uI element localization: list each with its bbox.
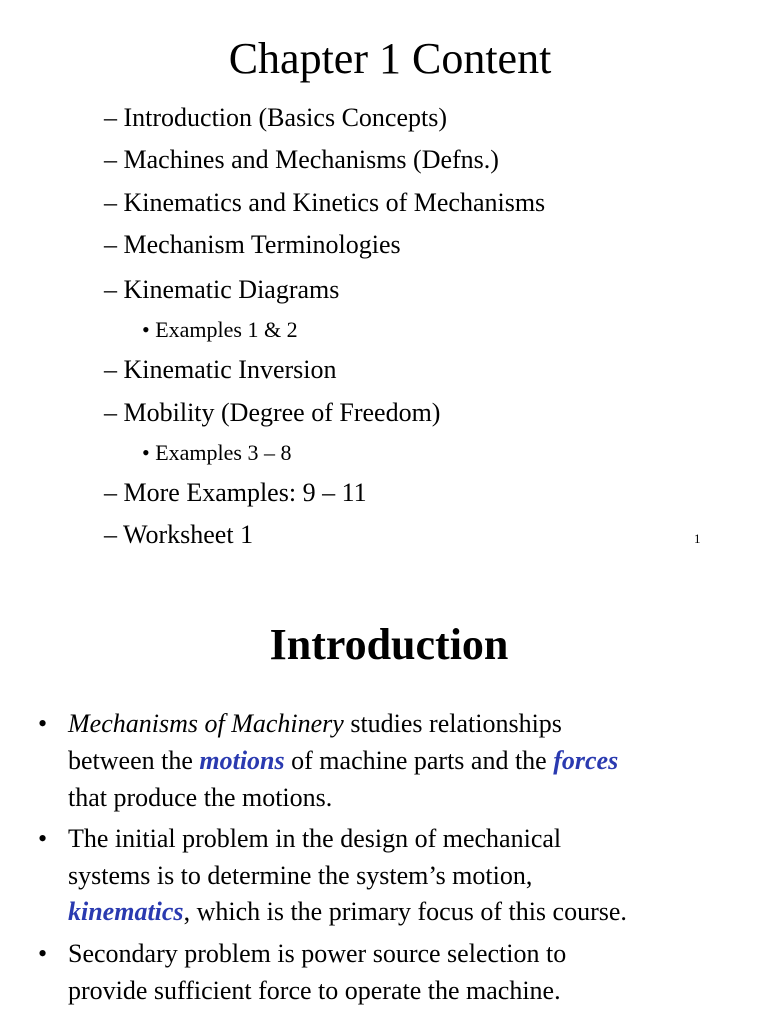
- bullet3-line2: provide sufficient force to operate the machine.: [68, 976, 561, 1005]
- toc-item-mobility: – Mobility (Degree of Freedom): [104, 398, 441, 427]
- section-title: Introduction: [269, 620, 509, 669]
- bullet2-line2: systems is to determine the system’s motion,: [68, 861, 533, 890]
- toc-item-worksheet: – Worksheet 1: [104, 520, 254, 549]
- mechanisms-of-machinery-text: Mechanisms of Machinery: [68, 709, 344, 738]
- toc-item-inversion: – Kinematic Inversion: [104, 355, 337, 384]
- bullet2-line3-rest: , which is the primary focus of this course.: [183, 897, 627, 926]
- toc-item-terminologies: – Mechanism Terminologies: [104, 230, 401, 259]
- kinematics-highlight: kinematics: [68, 897, 184, 926]
- toc-item-diagrams: – Kinematic Diagrams: [104, 275, 340, 304]
- forces-highlight: forces: [553, 746, 619, 775]
- bullet2-line3: [68, 897, 627, 927]
- toc-item-introduction: – Introduction (Basics Concepts): [104, 103, 447, 132]
- motions-highlight: motions: [199, 746, 285, 775]
- bullet2-line1: The initial problem in the design of mechanical: [68, 824, 562, 853]
- toc-item-more-examples: – More Examples: 9 – 11: [104, 478, 367, 507]
- bullet-marker: •: [38, 939, 48, 968]
- bullet-marker: •: [38, 709, 48, 738]
- bullet1-line2-b: of machine parts and the: [284, 746, 554, 775]
- toc-subitem-examples-3-8: • Examples 3 – 8: [142, 440, 292, 465]
- bullet-marker: •: [38, 824, 48, 853]
- bullet1-line2-a: between the: [68, 746, 200, 775]
- chapter-title: Chapter 1 Content: [228, 34, 552, 83]
- bullet1-line1-rest: studies relationships: [343, 709, 562, 738]
- bullet1-line1: [68, 709, 562, 739]
- bullet3-line1: Secondary problem is power source selection to: [68, 939, 567, 968]
- bullet1-line3: that produce the motions.: [68, 783, 333, 812]
- bullet1-line2: [68, 746, 618, 776]
- toc-item-machines: – Machines and Mechanisms (Defns.): [104, 145, 499, 174]
- page-number: 1: [694, 531, 701, 546]
- toc-subitem-examples-1-2: • Examples 1 & 2: [142, 317, 298, 342]
- toc-item-kinematics-kinetics: – Kinematics and Kinetics of Mechanisms: [104, 188, 546, 217]
